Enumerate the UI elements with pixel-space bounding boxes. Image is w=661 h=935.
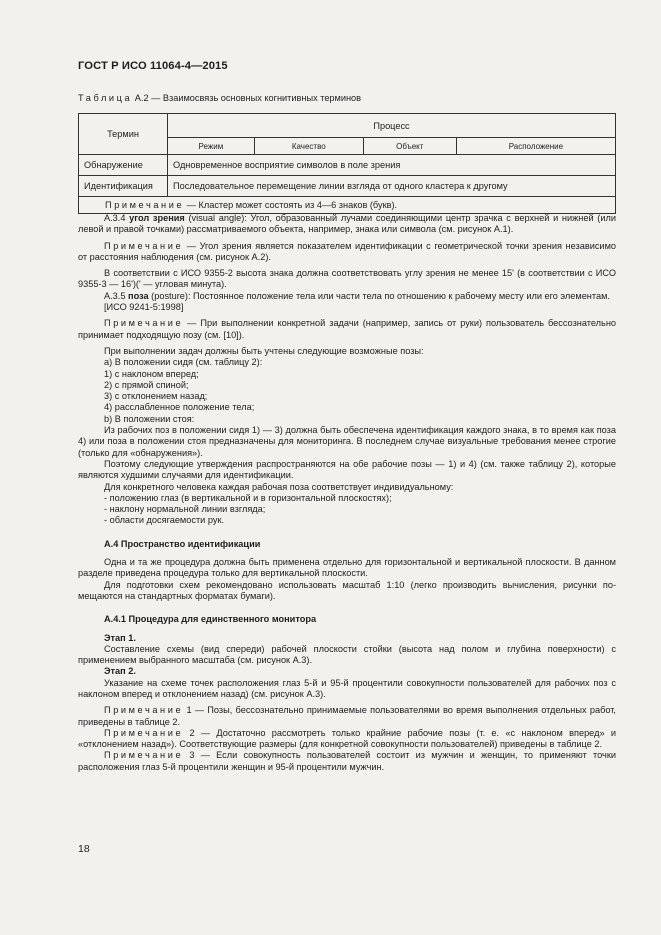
- table-row: [79, 176, 616, 197]
- table-caption-prefix: Таблица: [78, 93, 133, 103]
- subheader-mode: Режим: [168, 138, 255, 155]
- paragraph-iso9355: В соответствии с ИСО 9355-2 высота знака должна соответствовать углу зрения не менее 15' (в соответствии с ИСО 9355-3 — 16')(' — угловая минута).: [78, 268, 616, 290]
- step-1-title: Этап 1.: [104, 632, 136, 643]
- note-visual-angle: Примечание — Угол зрения является показателем идентификации с геометрической точки зрения независимо от расстояния наблюдения (см. рисунок А.2).: [78, 240, 616, 262]
- paragraph-a4-procedure: Одна и та же процедура должна быть применена отдельно для горизонтальной и вертикальной плоскости. В данном разделе приведена процедура только для вертикальной плоскости.: [78, 557, 616, 579]
- document-body: [78, 213, 616, 773]
- section-title-a41: А.4.1 Процедура для единственного монитора: [104, 614, 317, 625]
- page-number: 18: [78, 843, 90, 855]
- clause-a34: А.3.4 угол зрения (visual angle): Угол, образованный лучами соединяющими центр зрачка с верхней и нижней (или левой и правой точками) рассматриваемого объекта, например, знака или символа (см. рисунок А.1).: [78, 213, 616, 235]
- step-1-text: Составление схемы (вид спереди) рабочей плоскости стойки (высота над полом и глубина поверхности) с применением выбранного масштаба (см. рисунок А.3).: [78, 643, 616, 666]
- list-item: - положению глаз (в вертикальной и в горизонтальной плоскостях);: [104, 492, 392, 503]
- cognitive-terms-table: [78, 113, 616, 214]
- header-term: Термин: [79, 114, 168, 155]
- row-description: Последовательное перемещение линии взгляда от одного кластера к другому: [168, 176, 616, 197]
- step-2-text: Указание на схеме точек расположения глаз 5-й и 95-й процентили совокупности пользователей для рабочих поз с наклоном вперед и отклонением назад) (см. рисунок А.3).: [78, 677, 616, 699]
- table-caption: [78, 93, 361, 103]
- list-item: 2) с прямой спиной;: [104, 379, 189, 390]
- row-description: Одновременное восприятие символов в поле зрения: [168, 155, 616, 176]
- list-item: а) В положении сидя (см. таблицу 2):: [104, 357, 263, 368]
- list-item: - наклону нормальной линии взгляда;: [104, 504, 266, 515]
- note-prefix: Примечание: [105, 200, 185, 210]
- note-text: — Кластер может состоять из 4—6 знаков (букв).: [186, 200, 398, 210]
- list-item: При выполнении задач должны быть учтены следующие возможные позы:: [104, 345, 424, 356]
- table-row: [79, 155, 616, 176]
- subheader-location: Расположение: [456, 138, 615, 155]
- list-item: 1) с наклоном вперед;: [104, 368, 199, 379]
- paragraph-worst-cases: Поэтому следующие утверждения распространяются на обе рабочие позы — 1) и 4) (см. также таблицу 2), которые являются худшими случаями для идентификации.: [78, 458, 616, 481]
- note-2: Примечание 2 — Достаточно рассмотреть только крайние рабочие позы (т. е. «с наклоном вперед» и «отклонением назад»). Соответствующие размеры (для конкретной совокупности пользователей) приведены в таблице 2.: [78, 727, 616, 750]
- reference-iso9241: [ИСО 9241-5:1998]: [104, 302, 184, 313]
- section-title-a4: А.4 Пространство идентификации: [104, 538, 261, 549]
- step-2-title: Этап 2.: [104, 666, 136, 677]
- row-term: Идентификация: [79, 176, 168, 197]
- standard-header: ГОСТ Р ИСО 11064-4—2015: [78, 60, 228, 72]
- table-note: [79, 197, 616, 214]
- term-visual-angle: угол зрения: [129, 213, 185, 223]
- note-3: Примечание 3 — Если совокупность пользователей состоит из мужчин и женщин, то применяют точки расположения глаз 5-й процентили женщин и 95-й процентили мужчин.: [78, 750, 616, 772]
- list-item: Для конкретного человека каждая рабочая поза соответствует индивидуальному:: [104, 481, 454, 492]
- subheader-quality: Качество: [254, 138, 363, 155]
- paragraph-a4-scale: Для подготовки схем рекомендовано использовать масштаб 1:10 (легко производить вычисления, рисунки помещаются на стандартных форматах бумаги).: [78, 579, 616, 601]
- header-process: Процесс: [168, 114, 616, 138]
- paragraph-working-postures: Из рабочих поз в положении сидя 1) — 3) должна быть обеспечена идентификация каждого знака, в то время как поза 4) или поза в положении стоя предназначены для мониторинга. В последнем случае визуальные требования менее строгие (только для «обнаружения»).: [78, 425, 616, 458]
- list-item: b) В положении стоя:: [104, 413, 195, 424]
- list-item: 4) расслабленное положение тела;: [104, 402, 255, 413]
- clause-a35: А.3.5 поза (posture): Постоянное положение тела или части тела по отношению к рабочему месту или его элементам.: [104, 290, 610, 301]
- row-term: Обнаружение: [79, 155, 168, 176]
- note-1: Примечание 1 — Позы, бессознательно принимаемые пользователями во время выполнения отдельных работ, приведены в таблице 2.: [78, 705, 616, 727]
- subheader-object: Объект: [363, 138, 456, 155]
- table-caption-text: А.2 — Взаимосвязь основных когнитивных терминов: [134, 93, 362, 103]
- list-item: 3) с отклонением назад;: [104, 391, 208, 402]
- list-item: - области досягаемости рук.: [104, 515, 225, 526]
- term-posture: поза: [128, 290, 149, 301]
- note-posture: Примечание — При выполнении конкретной задачи (например, запись от руки) пользователь бессознательно принимает подходящую позу (см. [10]).: [78, 318, 616, 340]
